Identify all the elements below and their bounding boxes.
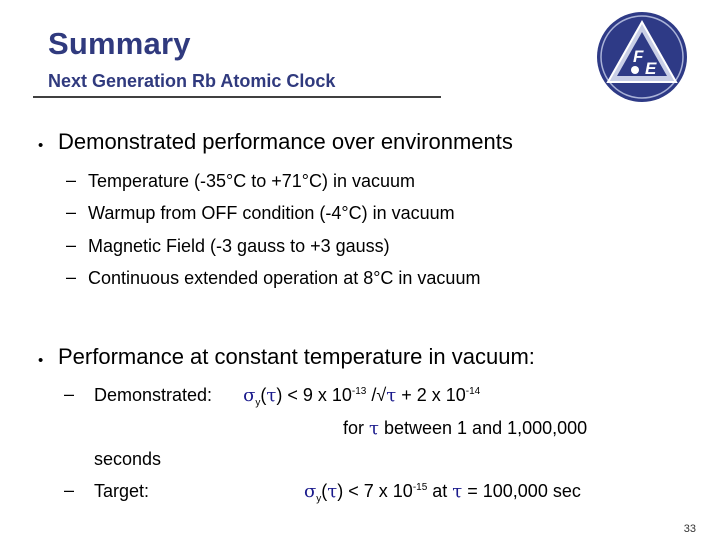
dash-bullet: – bbox=[64, 480, 75, 500]
tau-symbol: τ bbox=[386, 385, 397, 406]
slide-title: Summary bbox=[48, 26, 191, 61]
demonstrated-line: Demonstrated: $\sigma_y(\tau) < 9$ x $10^{-13}$ /√τ + 2 x $10^{-14}$ bbox=[94, 385, 481, 409]
exponent: -13 bbox=[351, 386, 367, 397]
bullet-dot: • bbox=[38, 137, 44, 154]
target-formula: $\sigma_y(\tau) < 7$ x $10^{-15}$ at τ = 100,000 sec bbox=[304, 481, 581, 505]
svg-text:F: F bbox=[633, 47, 644, 66]
demonstrated-label: Demonstrated: bbox=[94, 385, 213, 405]
sigma-symbol: σ bbox=[304, 481, 317, 502]
seconds-text: seconds bbox=[94, 449, 162, 469]
dash-bullet: – bbox=[66, 202, 77, 222]
section1-heading: Demonstrated performance over environments bbox=[58, 129, 513, 154]
exponent: -15 bbox=[412, 482, 428, 493]
title-underline bbox=[33, 96, 441, 98]
tau-range-line: for τ between 1 and 1,000,000 bbox=[343, 418, 588, 439]
tau-symbol: τ bbox=[327, 481, 338, 502]
subscript-y: y bbox=[255, 397, 261, 409]
section1-item-2: Warmup from OFF condition (-4°C) in vacuum bbox=[88, 203, 455, 223]
section1-item-1: Temperature (-35°C to +71°C) in vacuum bbox=[88, 171, 416, 191]
svg-text:E: E bbox=[645, 59, 657, 78]
section2-heading: Performance at constant temperature in vacuum: bbox=[58, 344, 535, 369]
dash-bullet: – bbox=[64, 384, 75, 404]
fei-logo-icon bbox=[595, 10, 689, 104]
exponent: -14 bbox=[465, 386, 481, 397]
bullet-dot: • bbox=[38, 352, 44, 369]
sigma-symbol: σ bbox=[243, 385, 256, 406]
section1-item-3: Magnetic Field (-3 gauss to +3 gauss) bbox=[88, 236, 390, 256]
section1-item-4: Continuous extended operation at 8°C in vacuum bbox=[88, 268, 481, 288]
tau-symbol: τ bbox=[266, 385, 277, 406]
tau-symbol: τ bbox=[369, 418, 379, 439]
slide-subtitle: Next Generation Rb Atomic Clock bbox=[48, 71, 336, 91]
dash-bullet: – bbox=[66, 235, 77, 255]
target-label: Target: bbox=[94, 481, 150, 501]
tau-symbol: τ bbox=[452, 481, 463, 502]
subscript-y: y bbox=[316, 493, 322, 505]
dash-bullet: – bbox=[66, 170, 77, 190]
dash-bullet: – bbox=[66, 267, 77, 287]
page-number: 33 bbox=[683, 523, 696, 535]
